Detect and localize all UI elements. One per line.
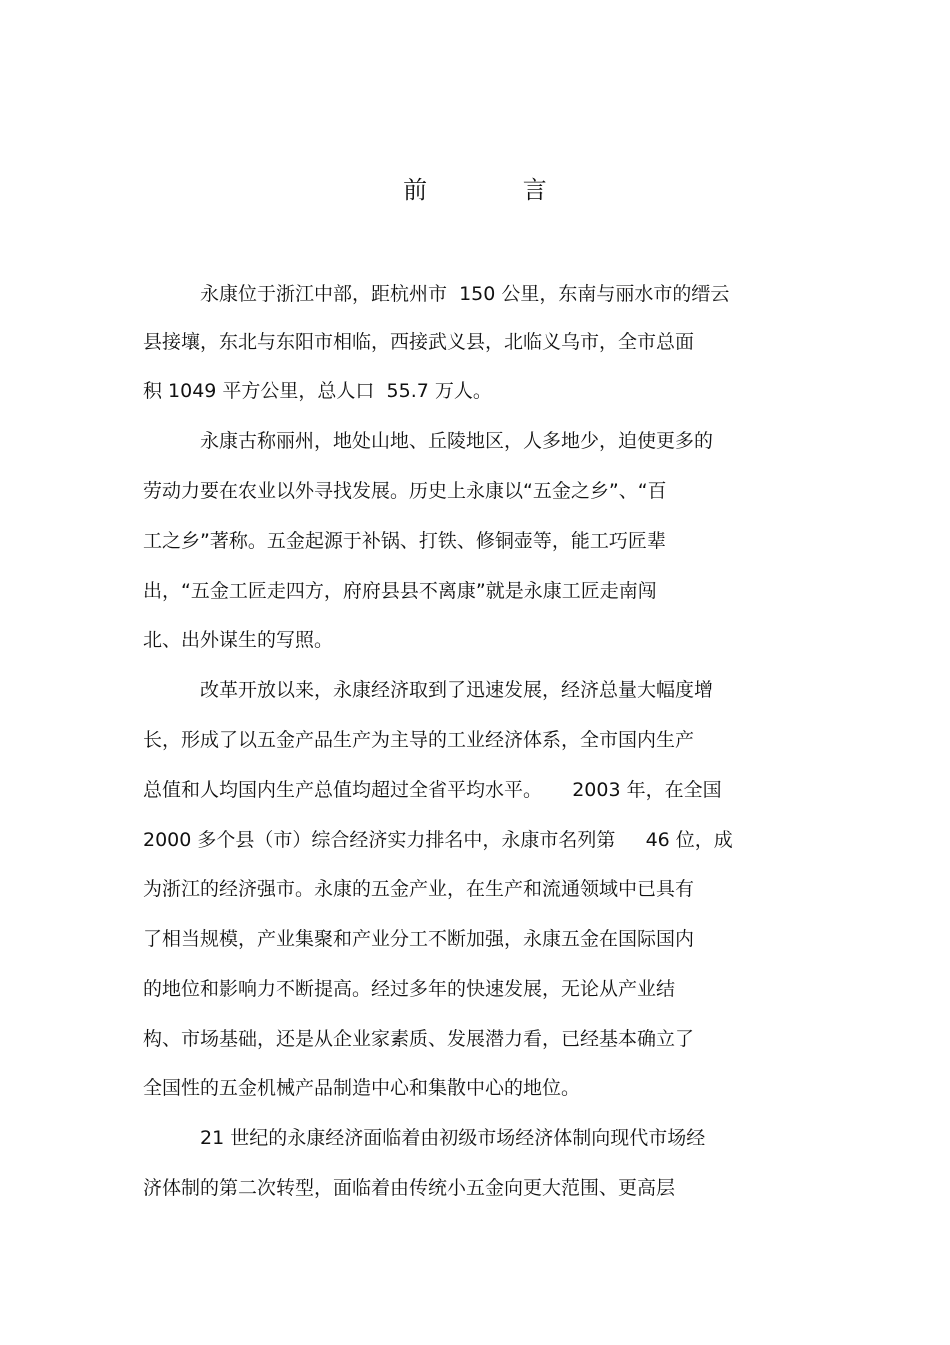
paragraph-line: 长，形成了以五金产品生产为主导的工业经济体系，全市国内生产 [143, 729, 695, 751]
paragraph-line: 2000 多个县（市）综合经济实力排名中，永康市名列第 46 位，成 [143, 829, 733, 851]
paragraph-line: 21 世纪的永康经济面临着由初级市场经济体制向现代市场经 [200, 1127, 706, 1149]
paragraph-line: 构、市场基础，还是从企业家素质、发展潜力看，已经基本确立了 [143, 1028, 695, 1050]
paragraph-line: 劳动力要在农业以外寻找发展。历史上永康以“五金之乡”、“百 [143, 480, 667, 502]
paragraph-line: 为浙江的经济强市。永康的五金产业，在生产和流通领域中已具有 [143, 878, 695, 900]
paragraph-line: 北、出外谋生的写照。 [143, 629, 334, 651]
paragraph-line: 永康位于浙江中部，距杭州市 150 公里，东南与丽水市的缙云 [200, 283, 730, 305]
paragraph-line: 积 1049 平方公里，总人口 55.7 万人。 [143, 380, 492, 402]
paragraph-line: 出，“五金工匠走四方，府府县县不离康”就是永康工匠走南闯 [143, 580, 657, 602]
paragraph-line: 济体制的第二次转型，面临着由传统小五金向更大范围、更高层 [143, 1177, 676, 1199]
paragraph-line: 改革开放以来，永康经济取到了迅速发展，经济总量大幅度增 [200, 679, 714, 701]
paragraph-line: 全国性的五金机械产品制造中心和集散中心的地位。 [143, 1077, 581, 1099]
paragraph-line: 的地位和影响力不断提高。经过多年的快速发展，无论从产业结 [143, 978, 676, 1000]
paragraph-line: 永康古称丽州，地处山地、丘陵地区，人多地少，迫使更多的 [200, 430, 714, 452]
paragraph-line: 了相当规模，产业集聚和产业分工不断加强，永康五金在国际国内 [143, 928, 695, 950]
document-title: 前 言 [403, 176, 591, 204]
paragraph-line: 工之乡”著称。五金起源于补锅、打铁、修铜壶等，能工巧匠辈 [143, 530, 666, 552]
paragraph-line: 总值和人均国内生产总值均超过全省平均水平。 2003 年，在全国 [143, 779, 722, 801]
paragraph-line: 县接壤，东北与东阳市相临，西接武义县，北临义乌市，全市总面 [143, 331, 695, 353]
